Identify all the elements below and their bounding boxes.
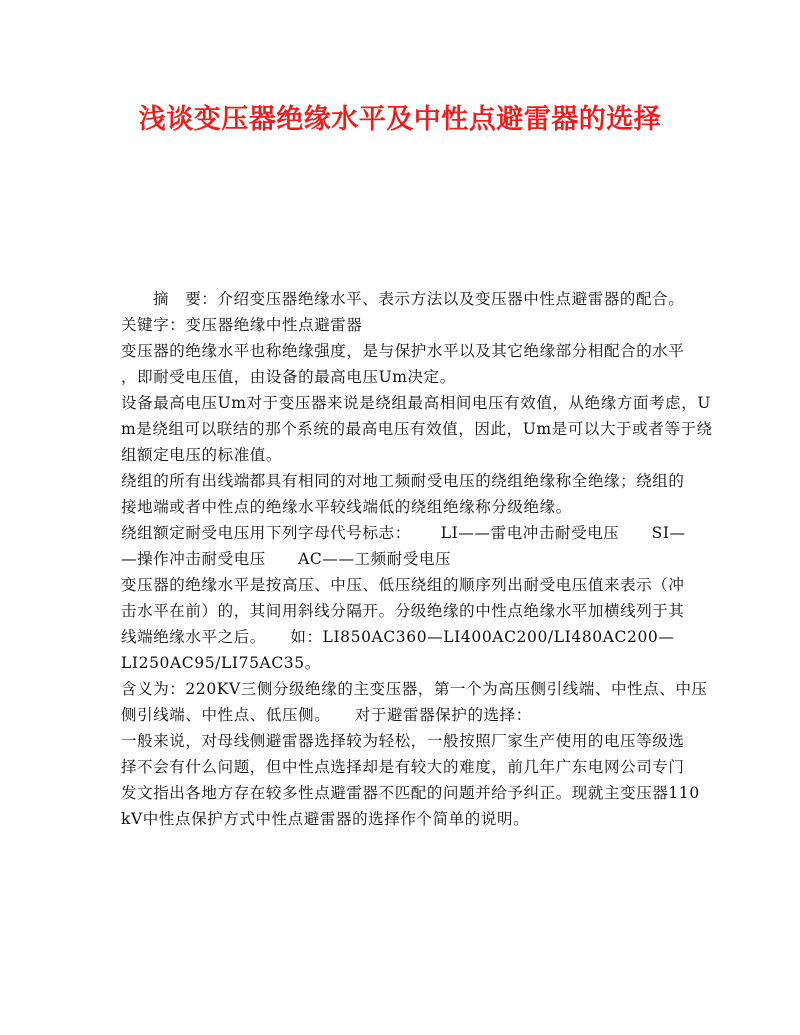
paragraph-line: kV中性点保护方式中性点避雷器的选择作个简单的说明。 <box>121 810 530 828</box>
paragraph-line: 绕组额定耐受电压用下列字母代号标志： LI——雷电冲击耐受电压 SI— <box>121 524 686 542</box>
paragraph-line: 组额定电压的标准值。 <box>121 446 283 464</box>
paragraph-line: m是绕组可以联结的那个系统的最高电压有效值，因此，Um是可以大于或者等于绕 <box>121 420 713 438</box>
paragraph-line: 击水平在前）的，其间用斜线分隔开。分级绝缘的中性点绝缘水平加横线列于其 <box>121 602 685 620</box>
document-body <box>121 286 713 832</box>
paragraph-line: 含义为：220KV三侧分级绝缘的主变压器，第一个为高压侧引线端、中性点、中压 <box>121 680 708 698</box>
paragraph-line: 发文指出各地方存在较多性点避雷器不匹配的问题并给予纠正。现就主变压器110 <box>121 784 700 802</box>
paragraph-line: 择不会有什么问题，但中性点选择却是有较大的难度，前几年广东电网公司专门 <box>121 758 685 776</box>
paragraph-line: —操作冲击耐受电压 AC——工频耐受电压 <box>121 550 452 568</box>
paragraph-line: 设备最高电压Um对于变压器来说是绕组最高相间电压有效值，从绝缘方面考虑，U <box>121 394 712 412</box>
paragraph-line: 一般来说，对母线侧避雷器选择较为轻松，一般按照厂家生产使用的电压等级选 <box>121 732 685 750</box>
paragraph-line: ，即耐受电压值，由设备的最高电压Um决定。 <box>121 368 456 386</box>
paragraph-line: LI250AC95/LI75AC35。 <box>121 654 321 672</box>
abstract-line: 摘 要：介绍变压器绝缘水平、表示方法以及变压器中性点避雷器的配合。 <box>153 290 685 308</box>
paragraph-line: 变压器的绝缘水平是按高压、中压、低压绕组的顺序列出耐受电压值来表示（冲 <box>121 576 685 594</box>
paragraph-line: 侧引线端、中性点、低压侧。 对于避雷器保护的选择： <box>121 706 532 724</box>
paragraph-line: 变压器的绝缘水平也称绝缘强度，是与保护水平以及其它绝缘部分相配合的水平 <box>121 342 685 360</box>
paragraph-line: 绕组的所有出线端都具有相同的对地工频耐受电压的绕组绝缘称全绝缘；绕组的 <box>121 472 685 490</box>
keywords-line: 关键字：变压器绝缘中性点避雷器 <box>121 316 363 334</box>
paragraph-line: 接地端或者中性点的绝缘水平较线端低的绕组绝缘称分级绝缘。 <box>121 498 572 516</box>
paragraph-line: 线端绝缘水平之后。 如：LI850AC360—LI400AC200/LI480AC200— <box>121 628 675 646</box>
document-title: 浅谈变压器绝缘水平及中性点避雷器的选择 <box>138 104 662 135</box>
